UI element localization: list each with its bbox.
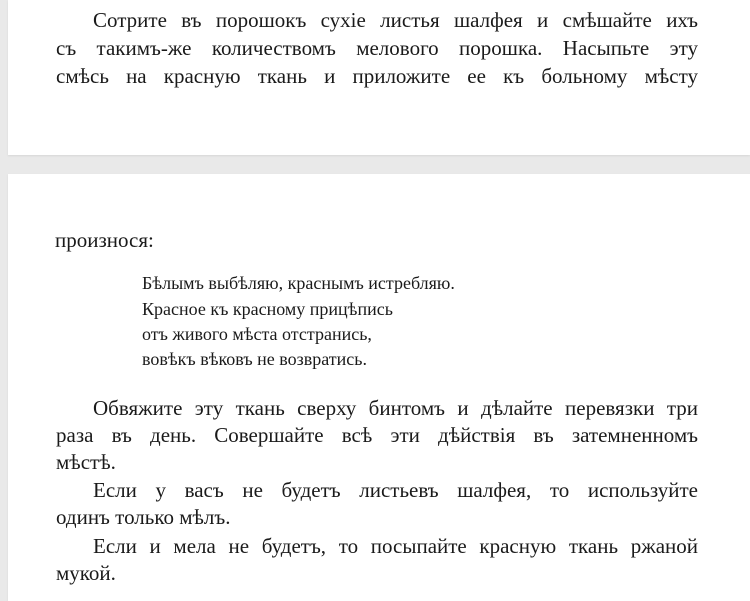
text-line: Если и мела не будетъ, то посыпайте красную ткань ржаной [93, 534, 698, 558]
text-line: мѣстѣ. [56, 450, 116, 474]
text-line: Обвяжите эту ткань сверху бинтомъ и дѣлайте перевязки три [93, 396, 698, 420]
text-line: Если у васъ не будетъ листьевъ шалфея, то используйте [93, 478, 698, 502]
text-line: смѣсь на красную ткань и приложите ее къ больному мѣсту [56, 64, 698, 88]
text-line: одинъ только мѣлъ. [56, 505, 231, 529]
verse-line: вовѣкъ вѣковъ не возвратись. [142, 349, 367, 369]
text-line: мукой. [56, 561, 116, 585]
verse-line: отъ живого мѣста отстранись, [142, 324, 372, 344]
intro-line: произнося: [55, 228, 154, 252]
page-bottom [8, 174, 750, 601]
page-top [8, 0, 750, 155]
text-line: Сотрите въ порошокъ сухіе листья шалфея и смѣшайте ихъ [93, 8, 698, 32]
text-line: съ такимъ-же количествомъ мелового порошка. Насыпьте эту [56, 36, 698, 60]
text-line: раза въ день. Совершайте всѣ эти дѣйствія въ затемненномъ [56, 423, 698, 447]
verse-line: Бѣлымъ выбѣляю, краснымъ истребляю. [142, 273, 455, 293]
verse-line: Красное къ красному прицѣпись [142, 299, 393, 319]
